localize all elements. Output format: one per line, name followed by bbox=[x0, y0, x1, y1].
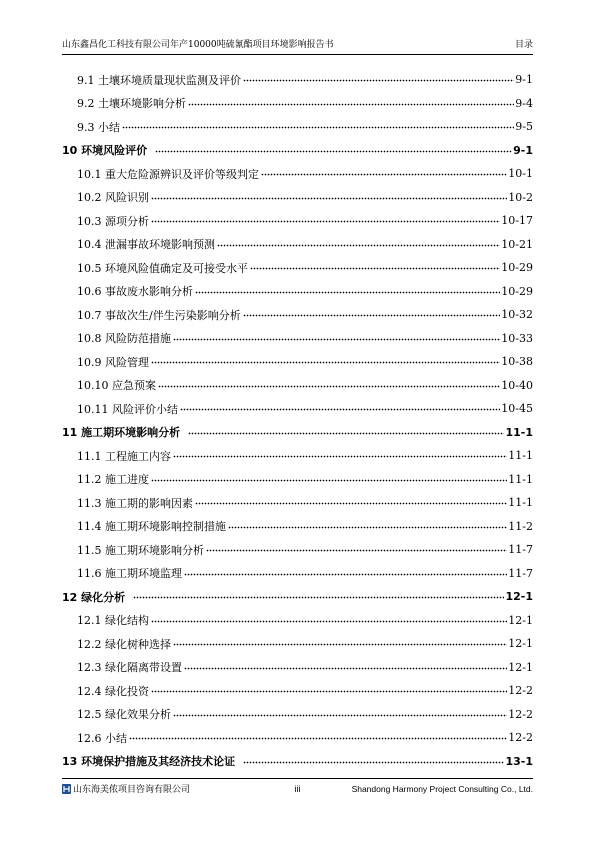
dot-leader bbox=[173, 632, 507, 656]
toc-entry-page-number: 10-32 bbox=[501, 308, 533, 322]
toc-entry-title: 10.11 风险评价小结 bbox=[77, 402, 178, 416]
toc-entry-page-number: 9-4 bbox=[515, 96, 533, 110]
toc-entry-page-number: 10-2 bbox=[508, 190, 533, 204]
toc-section-entry bbox=[62, 115, 533, 139]
toc-entry-page-number: 10-29 bbox=[501, 284, 533, 298]
dot-leader bbox=[195, 491, 507, 515]
footer-company-name: 山东海美侬项目咨询有限公司 bbox=[73, 785, 191, 795]
dot-leader bbox=[155, 139, 512, 163]
toc-section-entry bbox=[62, 538, 533, 562]
dot-leader bbox=[173, 703, 507, 727]
toc-section-entry bbox=[62, 186, 533, 210]
toc-entry-page-number: 12-1 bbox=[508, 613, 533, 627]
dot-leader bbox=[250, 256, 500, 280]
toc-chapter-entry bbox=[62, 421, 533, 445]
toc-entry-page-number: 11-1 bbox=[508, 472, 533, 486]
dot-leader bbox=[151, 679, 507, 703]
toc-section-entry bbox=[62, 703, 533, 727]
toc-chapter-entry bbox=[62, 139, 533, 163]
toc-entry-page-number: 12-1 bbox=[508, 660, 533, 674]
dot-leader bbox=[261, 162, 507, 186]
toc-entry-page-number: 10-1 bbox=[508, 167, 533, 181]
dot-leader bbox=[228, 515, 507, 539]
toc-entry-title: 10.7 事故次生/伴生污染影响分析 bbox=[77, 308, 241, 322]
dot-leader bbox=[151, 209, 500, 233]
toc-entry-title: 12 绿化分析 bbox=[62, 590, 126, 604]
toc-entry-page-number: 12-2 bbox=[508, 684, 533, 698]
toc-entry-page-number: 11-1 bbox=[505, 425, 533, 439]
header-section-label: 目录 bbox=[514, 40, 533, 50]
dot-leader bbox=[184, 656, 507, 680]
dot-leader bbox=[173, 327, 500, 351]
toc-section-entry bbox=[62, 162, 533, 186]
toc-section-entry bbox=[62, 444, 533, 468]
dot-leader bbox=[133, 585, 504, 609]
toc-entry-page-number: 10-29 bbox=[501, 261, 533, 275]
toc-section-entry bbox=[62, 679, 533, 703]
toc-section-entry bbox=[62, 280, 533, 304]
footer-company-name-en: Shandong Harmony Project Consulting Co., Ltd. bbox=[351, 783, 533, 794]
dot-leader bbox=[158, 374, 500, 398]
page-footer bbox=[62, 778, 533, 798]
toc-entry-title: 10.6 事故废水影响分析 bbox=[77, 285, 193, 299]
toc-entry-title: 11.4 施工期环境影响控制措施 bbox=[77, 520, 226, 534]
toc-entry-page-number: 11-7 bbox=[508, 566, 533, 580]
page-header bbox=[62, 35, 533, 55]
toc-entry-page-number: 10-21 bbox=[501, 237, 533, 251]
toc-entry-title: 11.3 施工期的影响因素 bbox=[77, 496, 193, 510]
dot-leader bbox=[195, 280, 500, 304]
toc-entry-title: 12.2 绿化树种选择 bbox=[77, 637, 171, 651]
toc-entry-title: 11.6 施工期环境监理 bbox=[77, 567, 182, 581]
toc-section-entry bbox=[62, 562, 533, 586]
toc-entry-title: 10.5 环境风险值确定及可接受水平 bbox=[77, 261, 248, 275]
toc-entry-page-number: 11-2 bbox=[508, 519, 533, 533]
toc-section-entry bbox=[62, 656, 533, 680]
toc-entry-page-number: 10-45 bbox=[501, 402, 533, 416]
toc-entry-title: 12.6 小结 bbox=[77, 731, 127, 745]
toc-chapter-entry bbox=[62, 750, 533, 774]
dot-leader bbox=[206, 538, 507, 562]
toc-entry-title: 12.4 绿化投资 bbox=[77, 684, 149, 698]
toc-entry-title: 13 环境保护措施及其经济技术论证 bbox=[62, 755, 236, 769]
dot-leader bbox=[188, 421, 504, 445]
toc-section-entry bbox=[62, 515, 533, 539]
toc-section-entry bbox=[62, 468, 533, 492]
toc-entry-title: 10.9 风险管理 bbox=[77, 355, 149, 369]
toc-section-entry bbox=[62, 374, 533, 398]
toc-entry-title: 12.3 绿化隔离带设置 bbox=[77, 661, 182, 675]
toc-chapter-entry bbox=[62, 585, 533, 609]
company-logo-icon bbox=[62, 784, 71, 794]
dot-leader bbox=[180, 397, 500, 421]
toc-entry-page-number: 10-38 bbox=[501, 355, 533, 369]
toc-entry-title: 11.5 施工期环境影响分析 bbox=[77, 543, 204, 557]
toc-entry-page-number: 13-1 bbox=[505, 754, 533, 768]
dot-leader bbox=[122, 115, 514, 139]
toc-entry-page-number: 12-1 bbox=[505, 590, 533, 604]
toc-entry-page-number: 11-1 bbox=[508, 449, 533, 463]
toc-entry-page-number: 9-1 bbox=[515, 73, 533, 87]
toc-entry-title: 10.8 风险防范措施 bbox=[77, 332, 171, 346]
toc-section-entry bbox=[62, 68, 533, 92]
dot-leader bbox=[243, 68, 514, 92]
dot-leader bbox=[188, 92, 514, 116]
toc-entry-page-number: 9-5 bbox=[515, 120, 533, 134]
toc-entry-page-number: 11-7 bbox=[508, 543, 533, 557]
toc-section-entry bbox=[62, 726, 533, 750]
toc-entry-page-number: 9-1 bbox=[513, 143, 533, 157]
dot-leader bbox=[151, 609, 507, 633]
dot-leader bbox=[129, 726, 507, 750]
toc-entry-title: 12.5 绿化效果分析 bbox=[77, 708, 171, 722]
toc-section-entry bbox=[62, 397, 533, 421]
toc-entry-title: 9.1 土壤环境质量现状监测及评价 bbox=[77, 73, 241, 87]
toc-section-entry bbox=[62, 92, 533, 116]
toc-entry-page-number: 12-2 bbox=[508, 707, 533, 721]
dot-leader bbox=[217, 233, 500, 257]
toc-entry-page-number: 12-2 bbox=[508, 731, 533, 745]
toc-entry-title: 9.3 小结 bbox=[77, 120, 120, 134]
toc-entry-title: 9.2 土壤环境影响分析 bbox=[77, 97, 186, 111]
toc-entry-page-number: 10-33 bbox=[501, 331, 533, 345]
toc-entry-title: 11 施工期环境影响分析 bbox=[62, 426, 181, 440]
dot-leader bbox=[184, 562, 507, 586]
toc-section-entry bbox=[62, 632, 533, 656]
toc-entry-title: 10.2 风险识别 bbox=[77, 191, 149, 205]
toc-entry-page-number: 10-40 bbox=[501, 378, 533, 392]
footer-page-number: iii bbox=[294, 783, 301, 794]
toc-entry-title: 10.1 重大危险源辨识及评价等级判定 bbox=[77, 167, 259, 181]
dot-leader bbox=[243, 303, 501, 327]
toc-entry-title: 11.1 工程施工内容 bbox=[77, 449, 171, 463]
toc-entry-title: 10.3 源项分析 bbox=[77, 214, 149, 228]
toc-entry-page-number: 12-1 bbox=[508, 637, 533, 651]
header-document-title: 山东鑫昌化工科技有限公司年产10000吨硫氰酯项目环境影响报告书 bbox=[62, 40, 334, 50]
toc-list bbox=[62, 68, 533, 773]
toc-section-entry bbox=[62, 303, 533, 327]
toc-entry-page-number: 10-17 bbox=[501, 214, 533, 228]
toc-entry-title: 11.2 施工进度 bbox=[77, 473, 149, 487]
toc-entry-page-number: 11-1 bbox=[508, 496, 533, 510]
toc-section-entry bbox=[62, 327, 533, 351]
toc-section-entry bbox=[62, 233, 533, 257]
toc-section-entry bbox=[62, 209, 533, 233]
toc-section-entry bbox=[62, 609, 533, 633]
dot-leader bbox=[243, 750, 504, 774]
dot-leader bbox=[173, 444, 507, 468]
toc-entry-title: 12.1 绿化结构 bbox=[77, 614, 149, 628]
toc-section-entry bbox=[62, 491, 533, 515]
footer-company bbox=[62, 782, 190, 795]
toc-entry-title: 10 环境风险评价 bbox=[62, 144, 148, 158]
toc-section-entry bbox=[62, 350, 533, 374]
dot-leader bbox=[151, 350, 500, 374]
toc-section-entry bbox=[62, 256, 533, 280]
toc-entry-title: 10.4 泄漏事故环境影响预测 bbox=[77, 238, 215, 252]
toc-entry-title: 10.10 应急预案 bbox=[77, 379, 156, 393]
dot-leader bbox=[151, 468, 507, 492]
dot-leader bbox=[151, 186, 507, 210]
